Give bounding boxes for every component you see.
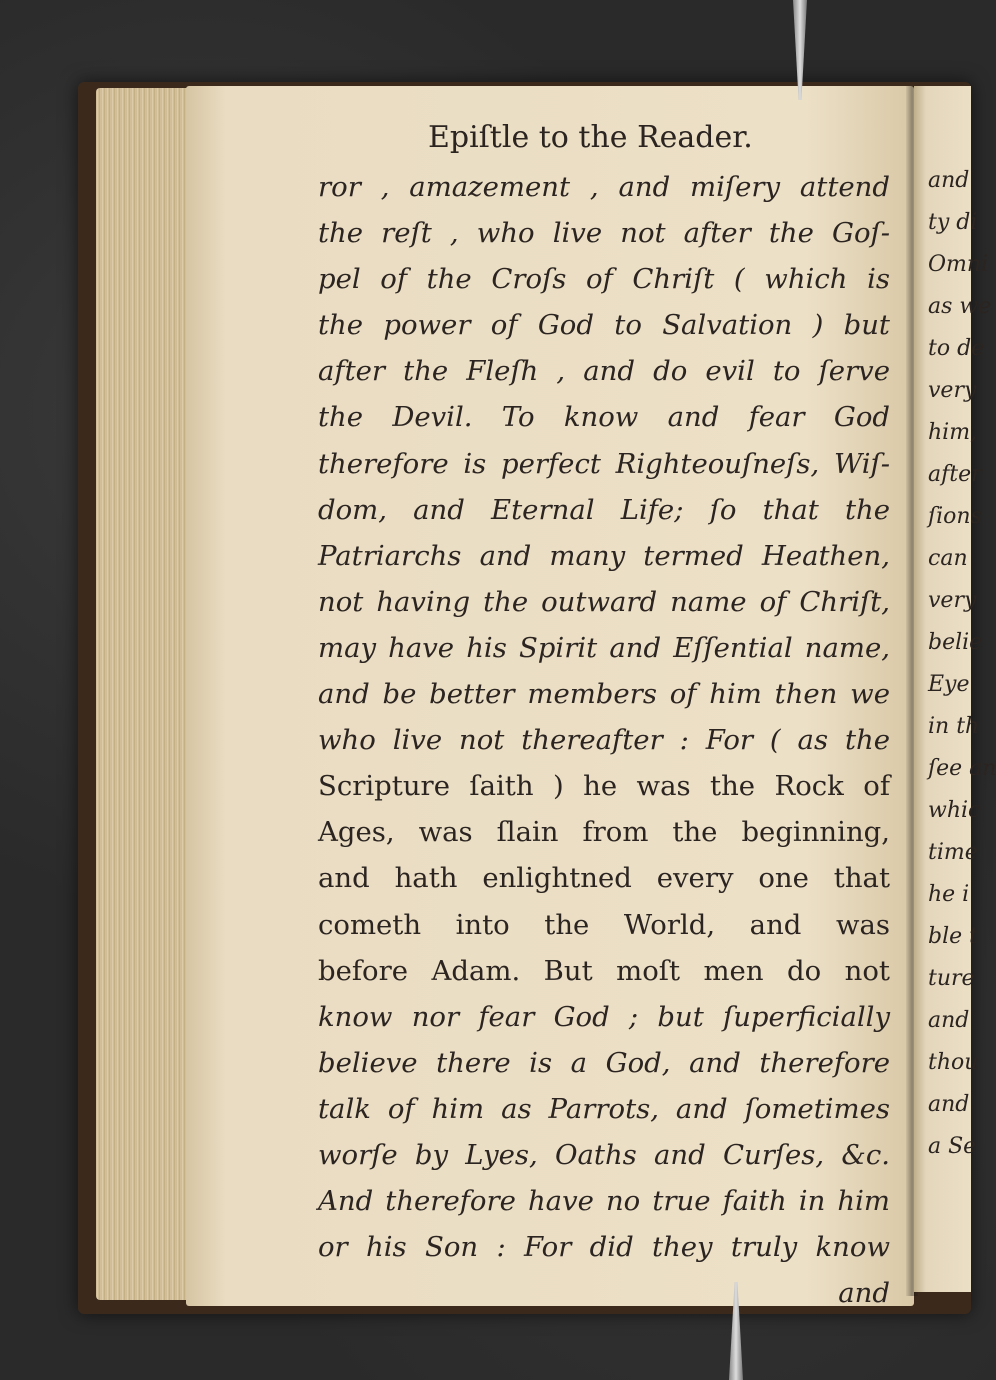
text-line: believe there is a God, and therefore <box>318 1046 890 1079</box>
text-line: and hath enlightned every one that <box>318 862 890 895</box>
text-line: not having the outward name of Chriſt, <box>318 585 890 618</box>
text-line: therefore is perfect Righteouſneſs, Wiſ- <box>318 447 890 480</box>
facing-fragment: Omni <box>928 252 989 277</box>
facing-fragment: as we <box>928 294 992 319</box>
text-line: worſe by Lyes, Oaths and Curſes, &c. <box>318 1138 890 1171</box>
text-line: cometh into the World, and was <box>318 908 890 941</box>
text-line: Ages, was ſlain from the beginning, <box>318 816 890 849</box>
facing-fragment: Eye <box>928 672 970 697</box>
text-line: before Adam. But moſt men do not <box>318 954 890 987</box>
running-title: Epiſtle to the Reader. <box>428 120 753 155</box>
facing-fragment: ble t <box>928 924 978 949</box>
text-line: and be better members of him then we <box>318 678 890 711</box>
facing-fragment: very <box>928 588 977 613</box>
text-line: ror , amazement , and miſery attend <box>318 171 890 203</box>
text-line: Scripture ſaith ) he was the Rock of <box>318 770 890 803</box>
text-line: after the Fleſh , and do evil to ſerve <box>318 355 890 388</box>
facing-fragment: in th <box>928 714 980 739</box>
facing-fragment: whic <box>928 798 981 823</box>
facing-fragment: ſee an <box>928 756 996 781</box>
facing-fragment: and <box>928 168 970 193</box>
text-line: the Devil. To know and fear God <box>318 401 890 434</box>
facing-fragment: and <box>928 1092 970 1117</box>
facing-page-text <box>928 160 996 1168</box>
facing-fragment: time <box>928 840 978 865</box>
text-line: And therefore have no true faith in him <box>318 1185 890 1218</box>
text-line: pel of the Croſs of Chriſt ( which is <box>318 263 890 296</box>
text-line: may have his Spirit and Eſſential name, <box>318 631 890 664</box>
text-line: dom, and Eternal Life; ſo that the <box>318 493 890 526</box>
text-line: know nor fear God ; but ſuperficially <box>318 1000 890 1033</box>
page-body <box>318 164 890 1316</box>
facing-fragment: him, <box>928 420 978 445</box>
text-line: the power of God to Salvation ) but <box>318 309 890 342</box>
facing-fragment: belie <box>928 630 983 655</box>
text-line: the reſt , who live not after the Goſ- <box>318 217 890 250</box>
facing-fragment: to de <box>928 336 985 361</box>
text-line: Patriarchs and many termed Heathen, <box>318 539 890 572</box>
catchword: and <box>838 1277 890 1310</box>
text-line: or his Son : For did they truly know <box>318 1231 890 1264</box>
facing-fragment: thou <box>928 1050 979 1075</box>
facing-fragment: he i <box>928 882 970 907</box>
text-line: talk of him as Parrots, and ſometimes <box>318 1092 890 1125</box>
facing-fragment: ty di <box>928 210 978 235</box>
text-line: who live not thereafter : For ( as the <box>318 724 890 757</box>
facing-fragment: a Se <box>928 1134 977 1159</box>
facing-fragment: and <box>928 1008 970 1033</box>
facing-fragment: ture <box>928 966 975 991</box>
facing-fragment: very <box>928 378 977 403</box>
facing-fragment: after <box>928 462 982 487</box>
facing-fragment: can <box>928 546 968 571</box>
page-edges <box>96 88 196 1300</box>
facing-fragment: ſions <box>928 504 982 529</box>
